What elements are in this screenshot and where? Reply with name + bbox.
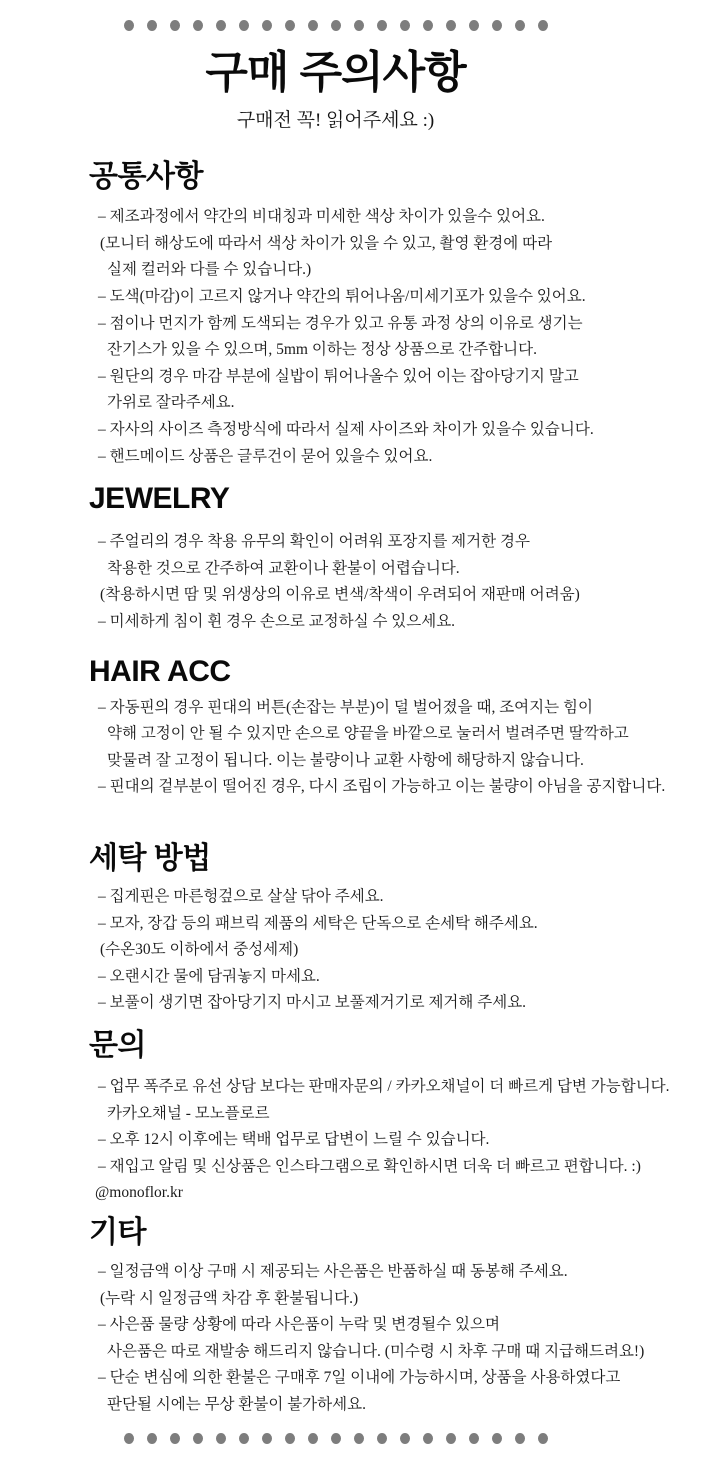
notice-line: – 핀대의 겉부분이 떨어진 경우, 다시 조립이 가능하고 이는 불량이 아님을 공지합니다.: [98, 778, 666, 796]
section-jewelry: [89, 481, 700, 635]
section-heading-washing: 세탁 방법: [89, 841, 211, 875]
dot-icon: [308, 1433, 318, 1444]
notice-line: 가위로 잘라주세요.: [107, 394, 235, 412]
dots-divider-bottom: [20, 1432, 651, 1444]
dot-icon: [492, 1433, 502, 1444]
notice-line: (모니터 해상도에 따라서 색상 차이가 있을 수 있고, 촬영 환경에 따라: [100, 234, 553, 252]
dot-icon: [331, 20, 341, 31]
instagram-handle: @monoflor.kr: [95, 1184, 183, 1202]
notice-line: – 자사의 사이즈 측정방식에 따라서 실제 사이즈와 차이가 있을수 있습니다.: [98, 421, 594, 439]
dot-icon: [124, 20, 134, 31]
section-washing: [89, 841, 700, 1017]
notice-line: – 도색(마감)이 고르지 않거나 약간의 튀어나옴/미세기포가 있을수 있어요.: [98, 288, 586, 306]
dot-icon: [515, 1433, 525, 1444]
dot-icon: [193, 20, 203, 31]
dot-icon: [262, 1433, 272, 1444]
notice-line: – 제조과정에서 약간의 비대칭과 미세한 색상 차이가 있을수 있어요.: [98, 208, 545, 226]
notice-line: – 핸드메이드 상품은 글루건이 묻어 있을수 있어요.: [98, 447, 433, 465]
dot-icon: [285, 20, 295, 31]
section-hair-acc: [89, 654, 700, 801]
section-lines: [89, 1074, 700, 1207]
dot-icon: [239, 20, 249, 31]
dot-icon: [377, 1433, 387, 1444]
notice-line: (누락 시 일정금액 차감 후 환불됩니다.): [100, 1289, 359, 1307]
dot-icon: [469, 1433, 479, 1444]
notice-line: – 일정금액 이상 구매 시 제공되는 사은품은 반품하실 때 동봉해 주세요.: [98, 1262, 568, 1280]
section-heading-jewelry: JEWELRY: [89, 482, 230, 516]
notice-line: 착용한 것으로 간주하여 교환이나 환불이 어렵습니다.: [107, 559, 460, 577]
dot-icon: [331, 1433, 341, 1444]
dots-divider-top: [20, 19, 651, 31]
dot-icon: [216, 20, 226, 31]
dot-icon: [400, 20, 410, 31]
dot-icon: [538, 1433, 548, 1444]
notice-line: – 단순 변심에 의한 환불은 구매후 7일 이내에 가능하시며, 상품을 사용하였다고: [98, 1369, 621, 1387]
dot-icon: [147, 1433, 157, 1444]
notice-line: – 모자, 장갑 등의 패브릭 제품의 세탁은 단독으로 손세탁 해주세요.: [98, 914, 538, 932]
notice-line: – 점이나 먼지가 함께 도색되는 경우가 있고 유통 과정 상의 이유로 생기는: [98, 314, 583, 332]
section-common-notes: [89, 159, 700, 470]
notice-line: – 주얼리의 경우 착용 유무의 확인이 어려워 포장지를 제거한 경우: [98, 533, 530, 551]
section-lines: [89, 1259, 700, 1419]
dot-icon: [400, 1433, 410, 1444]
notice-line: – 재입고 알림 및 신상품은 인스타그램으로 확인하시면 더욱 더 빠르고 편합니다. :): [98, 1157, 641, 1175]
notice-line: 약해 고정이 안 될 수 있지만 손으로 양끝을 바깥으로 눌러서 벌려주면 딸깍하고: [107, 725, 629, 743]
dot-icon: [285, 1433, 295, 1444]
section-lines: [89, 695, 700, 801]
notice-line: 실제 컬러와 다를 수 있습니다.): [107, 261, 312, 279]
dot-icon: [354, 20, 364, 31]
dot-icon: [538, 20, 548, 31]
dot-icon: [446, 20, 456, 31]
dot-icon: [262, 20, 272, 31]
page-subtitle: 구매전 꼭! 읽어주세요 :): [236, 109, 435, 131]
notice-line: 맞물려 잘 고정이 됩니다. 이는 불량이나 교환 사항에 해당하지 않습니다.: [107, 751, 584, 769]
section-heading-etc: 기타: [89, 1215, 146, 1249]
section-inquiry: [89, 1028, 700, 1207]
dot-icon: [446, 1433, 456, 1444]
dot-icon: [124, 1433, 134, 1444]
notice-line: – 오랜시간 물에 담궈놓지 마세요.: [98, 967, 320, 985]
dot-icon: [216, 1433, 226, 1444]
dot-icon: [170, 20, 180, 31]
dot-icon: [423, 1433, 433, 1444]
dot-icon: [469, 20, 479, 31]
notice-line: 사은품은 따로 재발송 해드리지 않습니다. (미수령 시 차후 구매 때 지급해드려요!): [107, 1342, 645, 1360]
notice-line: (착용하시면 땀 및 위생상의 이유로 변색/착색이 우려되어 재판매 어려움): [100, 586, 580, 604]
notice-line: (수온30도 이하에서 중성세제): [100, 941, 299, 959]
section-heading-hair-acc: HAIR ACC: [89, 654, 231, 688]
notice-line: – 보풀이 생기면 잡아당기지 마시고 보풀제거기로 제거해 주세요.: [98, 994, 527, 1012]
dot-icon: [354, 1433, 364, 1444]
section-lines: [89, 529, 700, 635]
dot-icon: [170, 1433, 180, 1444]
section-lines: [89, 884, 700, 1017]
notice-line: 잔기스가 있을 수 있으며, 5mm 이하는 정상 상품으로 간주합니다.: [107, 341, 537, 359]
dot-icon: [515, 20, 525, 31]
dot-icon: [377, 20, 387, 31]
dot-icon: [308, 20, 318, 31]
notice-line: – 업무 폭주로 유선 상담 보다는 판매자문의 / 카카오채널이 더 빠르게 답변 가능합니다.: [98, 1077, 670, 1095]
notice-line: 판단될 시에는 무상 환불이 불가하세요.: [107, 1395, 366, 1413]
section-etc: [89, 1215, 700, 1419]
notice-line: – 자동핀의 경우 핀대의 버튼(손잡는 부분)이 덜 벌어졌을 때, 조여지는 힘이: [98, 698, 593, 716]
dot-icon: [193, 1433, 203, 1444]
notice-line: – 사은품 물량 상황에 따라 사은품이 누락 및 변경될수 있으며: [98, 1316, 500, 1334]
notice-line: – 원단의 경우 마감 부분에 실밥이 튀어나올수 있어 이는 잡아당기지 말고: [98, 367, 579, 385]
section-heading-common: 공통사항: [89, 160, 203, 194]
section-lines: [89, 204, 700, 470]
dot-icon: [147, 20, 157, 31]
dot-icon: [492, 20, 502, 31]
notice-line: 카카오채널 - 모노플로르: [107, 1104, 270, 1122]
notice-line: – 오후 12시 이후에는 택배 업무로 답변이 느릴 수 있습니다.: [98, 1131, 490, 1149]
notice-line: – 미세하게 침이 휜 경우 손으로 교정하실 수 있으세요.: [98, 613, 456, 630]
notice-line: – 집게핀은 마른헝겊으로 살살 닦아 주세요.: [98, 887, 384, 905]
dot-icon: [423, 20, 433, 31]
page-title: 구매 주의사항: [205, 48, 466, 97]
section-heading-inquiry: 문의: [89, 1028, 146, 1062]
dot-icon: [239, 1433, 249, 1444]
